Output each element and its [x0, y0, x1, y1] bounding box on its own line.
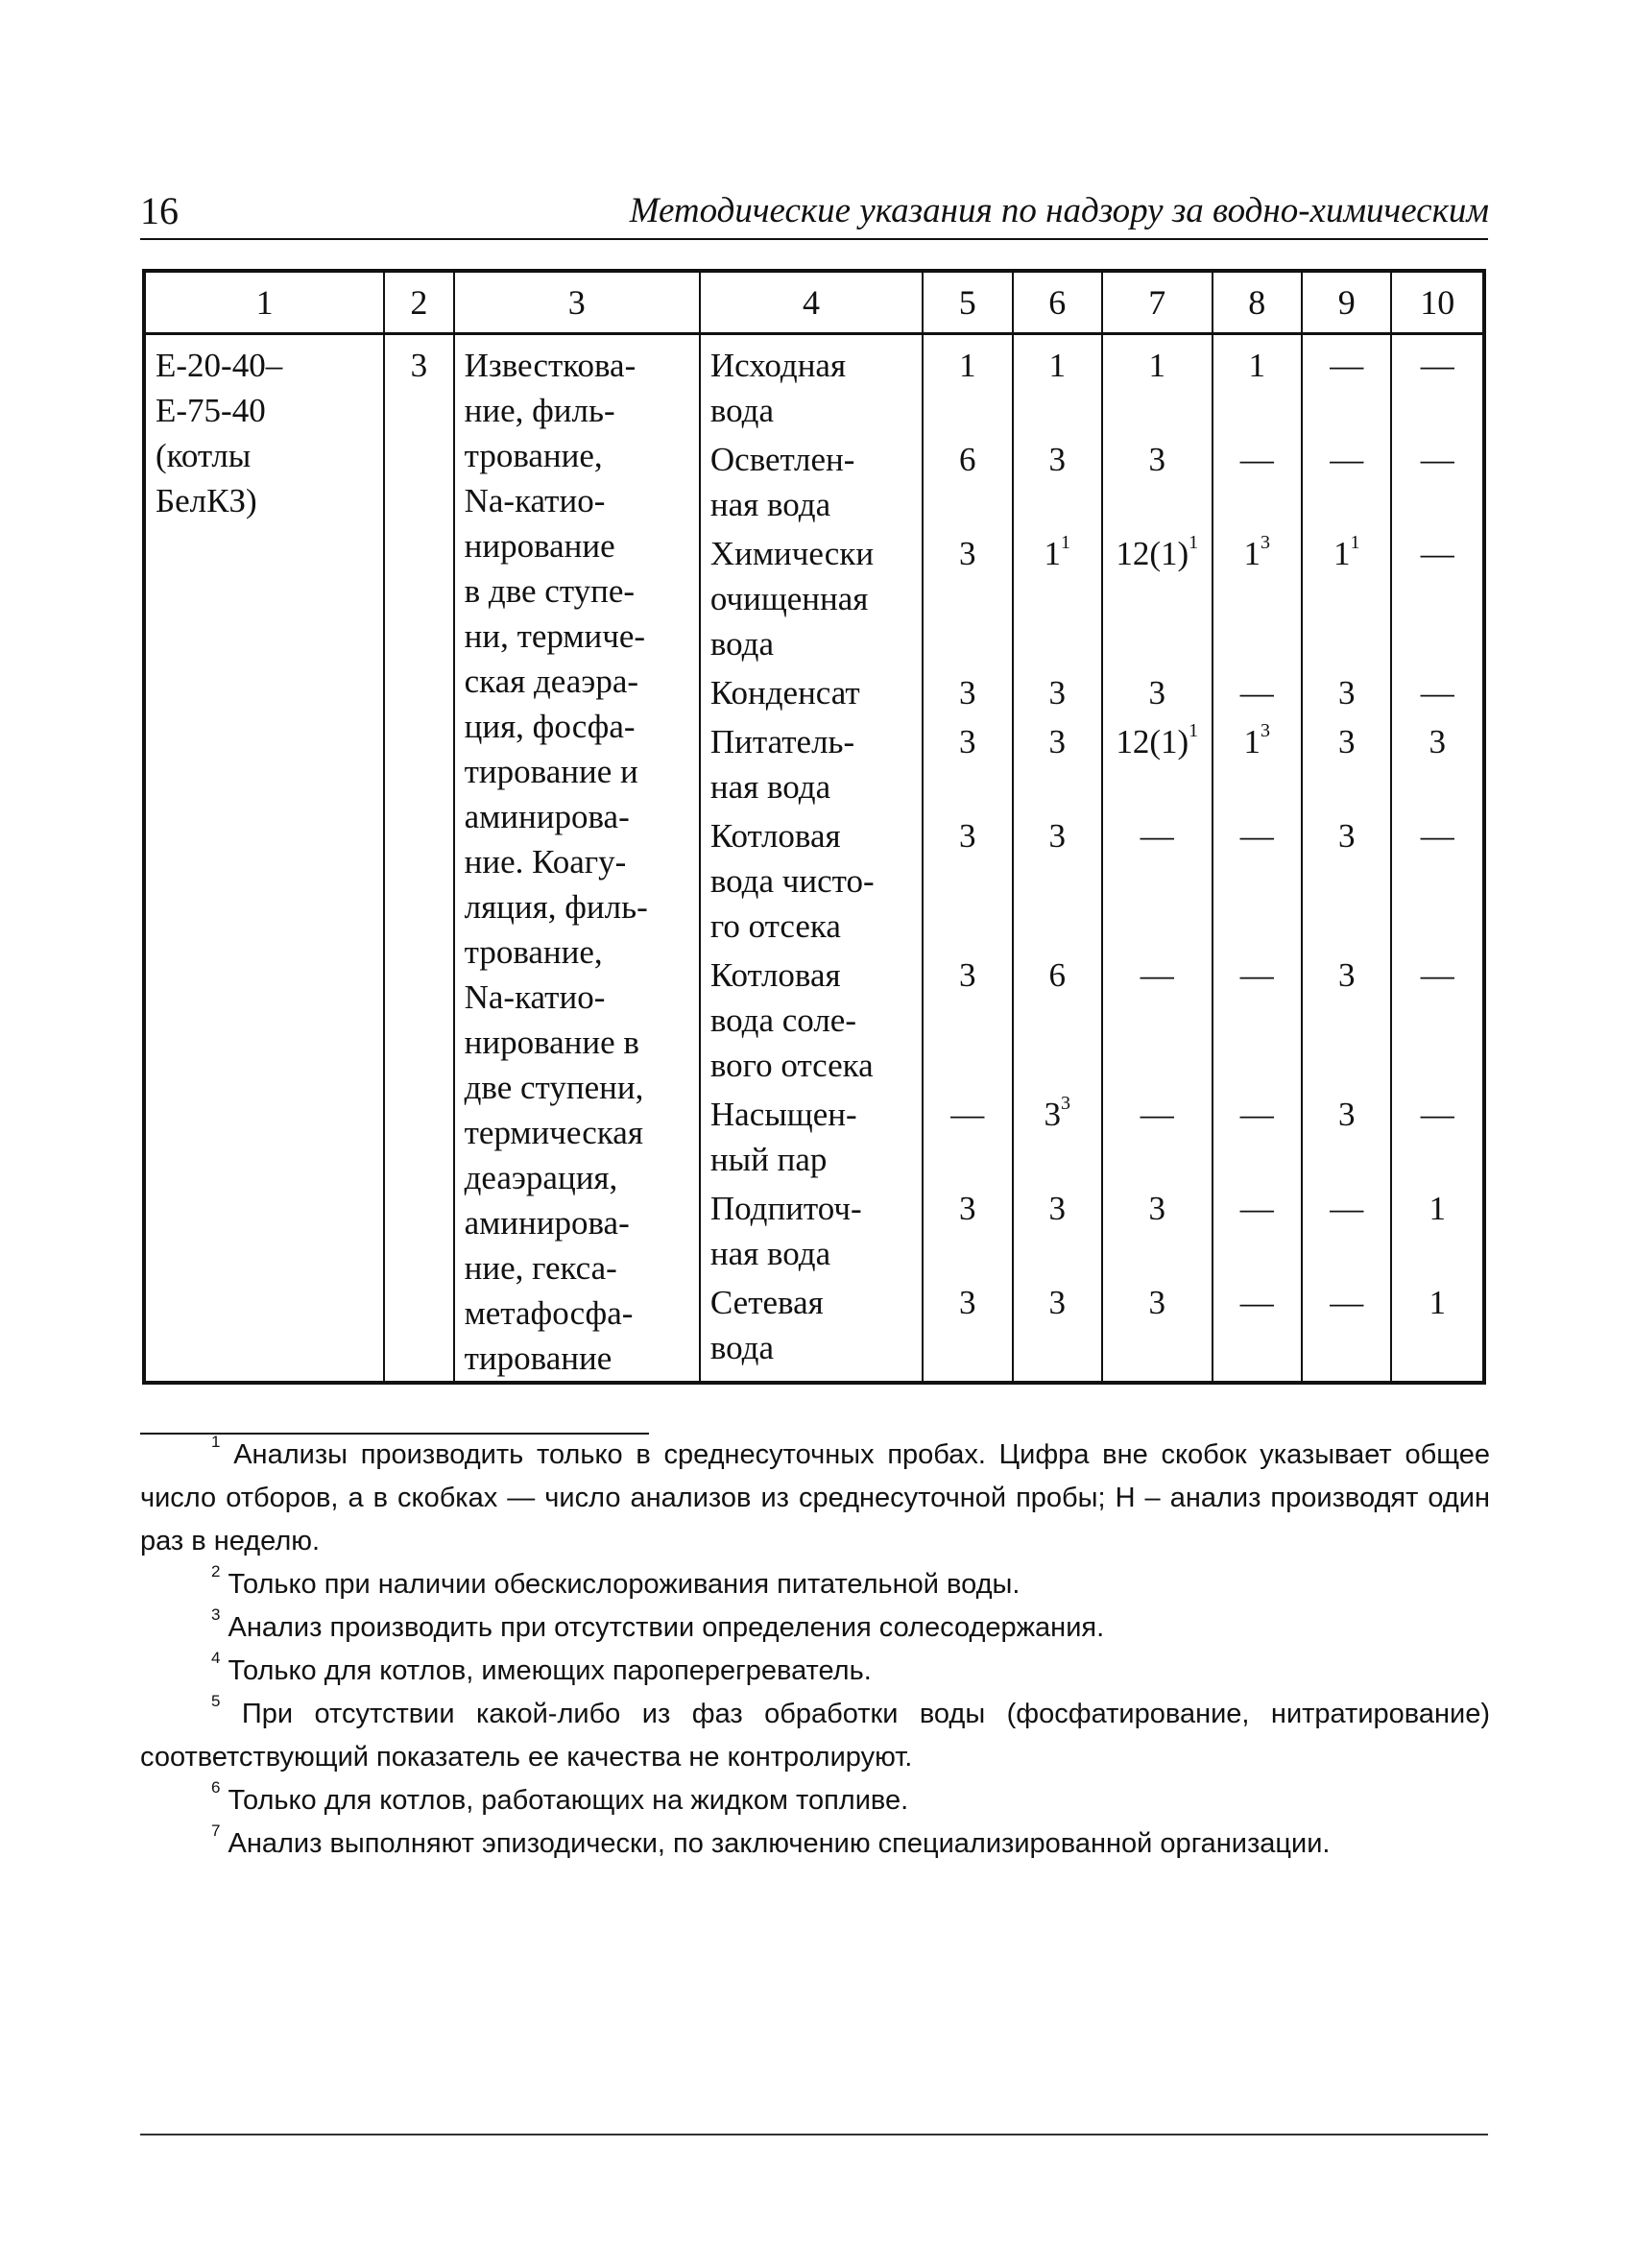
- value-entry: [1103, 1186, 1212, 1276]
- treatment-line: деаэрация,: [464, 1159, 618, 1196]
- value-entry: [1103, 953, 1212, 1088]
- value-entry: [1303, 1280, 1390, 1370]
- footnote-text: Только при наличии обескислороживания питательной воды.: [220, 1569, 1021, 1600]
- value-text: 3: [959, 956, 976, 994]
- medium-line: ная вода: [709, 1235, 831, 1272]
- value-text: 3: [1337, 956, 1356, 994]
- value-text: —: [1420, 535, 1454, 572]
- treatment-line: нирование: [464, 527, 615, 565]
- value-footnote-mark: 1: [1060, 532, 1070, 554]
- column-header-7: 7: [1102, 271, 1213, 334]
- value-text: 3: [1429, 723, 1446, 760]
- column-header-5: 5: [923, 271, 1012, 334]
- value-text: 3: [1337, 817, 1356, 855]
- footnote: [140, 1693, 1490, 1779]
- value-text: —: [1239, 1096, 1274, 1133]
- footnote-text: При отсутствии какой-либо из фаз обработки воды (фосфатирование, нитратирование) соответствующий показатель ее качества не контролируют.: [140, 1699, 1490, 1773]
- footnote-text: Анализ выполняют эпизодически, по заключению специализированной организации.: [220, 1828, 1331, 1859]
- value-entry: [1014, 719, 1101, 809]
- value-entry: [1213, 953, 1301, 1088]
- value-entry: [1213, 437, 1301, 527]
- treatment-line: ние, филь-: [464, 392, 615, 429]
- value-text: —: [1140, 817, 1174, 855]
- medium-line: Насыщен-: [709, 1096, 857, 1133]
- value-text: —: [1330, 1190, 1364, 1227]
- value-text: 3: [1337, 1096, 1356, 1133]
- page-number: 16: [140, 189, 179, 232]
- value-entry: [1303, 1186, 1390, 1276]
- footnote-text: Анализы производить только в среднесуточных пробах. Цифра вне скобок указывает общее число отборов, а в скобках — число анализов из среднесуточной пробы; Н – анализ производят один раз в неделю.: [140, 1439, 1490, 1556]
- medium-line: вода: [709, 625, 775, 663]
- value-entry: [1392, 437, 1482, 527]
- value-entry: [1213, 670, 1301, 715]
- footnote-text: Только для котлов, работающих на жидком топливе.: [220, 1785, 909, 1816]
- value-entry: [1014, 1092, 1101, 1182]
- treatment-line: ние, гекса-: [464, 1249, 617, 1287]
- value-entry: [1103, 1092, 1212, 1182]
- column-header-8: 8: [1213, 271, 1302, 334]
- footnotes: [140, 1434, 1490, 1866]
- column-6-cell: [1013, 334, 1102, 1384]
- treatment-line: трование,: [464, 933, 603, 971]
- value-entry: [1392, 670, 1482, 715]
- footnote-mark: 1: [211, 1433, 221, 1452]
- value-entry: [924, 437, 1011, 527]
- value-entry: [1213, 1186, 1301, 1276]
- medium-line: ная вода: [709, 768, 831, 806]
- value-text: —: [1330, 441, 1364, 478]
- column-header-9: 9: [1302, 271, 1391, 334]
- treatment-line: в две ступе-: [464, 572, 636, 610]
- value-text: 1: [959, 347, 976, 384]
- value-entry: [1303, 1092, 1390, 1182]
- value-entry: [1103, 813, 1212, 949]
- footnote: [140, 1822, 1490, 1866]
- footnote: [140, 1650, 1490, 1693]
- footnote-mark: 3: [211, 1605, 221, 1625]
- medium-block: [710, 343, 912, 433]
- treatment-line: ляция, филь-: [464, 888, 648, 926]
- value-text: 6: [1048, 956, 1066, 994]
- value-entry: [924, 343, 1011, 433]
- value-footnote-mark: 1: [1189, 720, 1199, 742]
- footnote-mark: 6: [211, 1778, 221, 1798]
- treatment-line: две ступени,: [464, 1069, 644, 1106]
- value-text: 12(1): [1116, 723, 1189, 760]
- value-text: —: [1239, 441, 1274, 478]
- value-text: 12(1): [1116, 535, 1189, 572]
- value-entry: [1213, 1280, 1301, 1370]
- value-text: 3: [959, 723, 976, 760]
- value-text: —: [1330, 1284, 1364, 1321]
- medium-line: вого отсека: [709, 1047, 874, 1084]
- footnote-mark: 5: [211, 1692, 221, 1711]
- treatment-line: Na-катио-: [464, 978, 606, 1016]
- value-text: —: [1239, 817, 1274, 855]
- value-text: 3: [1048, 1190, 1066, 1227]
- value-text: —: [1140, 1096, 1174, 1133]
- footnote-mark: 7: [211, 1822, 221, 1841]
- medium-line: вода: [709, 1329, 775, 1366]
- treatment-line: термическая: [464, 1114, 643, 1151]
- value-text: —: [1420, 347, 1454, 384]
- medium-line: Сетевая: [709, 1284, 824, 1321]
- value-footnote-mark: 1: [1350, 532, 1360, 554]
- value-text: 1: [1048, 347, 1066, 384]
- boiler-type-line: Е-75-40: [156, 392, 266, 429]
- value-text: 3: [1337, 723, 1356, 760]
- medium-block: [710, 1280, 912, 1370]
- medium-block: [710, 531, 912, 666]
- column-2-cell: 3: [384, 334, 453, 1384]
- column-8-cell: [1213, 334, 1302, 1384]
- value-footnote-mark: 1: [1189, 532, 1199, 554]
- value-text: 3: [959, 674, 976, 712]
- value-entry: [1303, 953, 1390, 1088]
- running-title: Методические указания по надзору за водно-химическим: [629, 191, 1489, 230]
- column-header-1: 1: [144, 271, 384, 334]
- column-10-cell: [1391, 334, 1484, 1384]
- value-text: 3: [1148, 674, 1165, 712]
- bottom-rule: [140, 2134, 1488, 2135]
- treatment-line: ция, фосфа-: [464, 708, 636, 745]
- medium-line: Осветлен-: [709, 441, 855, 478]
- boiler-type-line: БелКЗ): [156, 482, 257, 519]
- value-entry: [1014, 437, 1101, 527]
- medium-block: [710, 670, 912, 715]
- medium-line: Подпиточ-: [709, 1190, 862, 1227]
- value-text: 3: [1048, 674, 1066, 712]
- value-entry: [1213, 1092, 1301, 1182]
- footnote-text: Только для котлов, имеющих пароперегреватель.: [220, 1655, 872, 1686]
- value-entry: [1103, 1280, 1212, 1370]
- value-entry: [1392, 1092, 1482, 1182]
- value-text: 3: [1148, 1284, 1165, 1321]
- column-7-cell: [1102, 334, 1213, 1384]
- value-entry: [1014, 953, 1101, 1088]
- value-text: 3: [959, 817, 976, 855]
- value-text: —: [1239, 1190, 1274, 1227]
- medium-line: Котловая: [709, 817, 841, 855]
- column-header-6: 6: [1013, 271, 1102, 334]
- value-text: 3: [959, 1284, 976, 1321]
- value-text: —: [1420, 1096, 1454, 1133]
- medium-block: [710, 953, 912, 1088]
- medium-block: [710, 437, 912, 527]
- medium-line: вода соле-: [709, 1001, 856, 1039]
- value-footnote-mark: 3: [1260, 720, 1270, 742]
- medium-line: вода: [709, 392, 775, 429]
- footnote-mark: 2: [211, 1562, 221, 1581]
- value-entry: [1014, 343, 1101, 433]
- medium-block: [710, 1092, 912, 1182]
- value-text: 6: [959, 441, 976, 478]
- value-entry: [1213, 531, 1301, 666]
- treatment-line: трование,: [464, 437, 603, 474]
- treatment-line: Na-катио-: [464, 482, 606, 519]
- treatment-line: ская деаэра-: [464, 663, 639, 700]
- value-entry: [1014, 1280, 1101, 1370]
- value-entry: [924, 670, 1011, 715]
- footnote-text: Анализ производить при отсутствии определения солесодержания.: [220, 1612, 1105, 1643]
- footnote: [140, 1606, 1490, 1650]
- value-entry: [1303, 531, 1390, 666]
- value-entry: [1014, 670, 1101, 715]
- table-header-row: [144, 271, 1484, 334]
- medium-line: ная вода: [709, 486, 831, 523]
- value-entry: [1392, 813, 1482, 949]
- value-entry: [1303, 437, 1390, 527]
- value-text: 3: [1048, 1284, 1066, 1321]
- value-entry: [1392, 953, 1482, 1088]
- footnote: [140, 1434, 1490, 1563]
- value-text: —: [1420, 674, 1454, 712]
- value-entry: [1392, 719, 1482, 809]
- value-entry: [1303, 670, 1390, 715]
- treatment-line: аминирова-: [464, 1204, 630, 1242]
- value-text: —: [950, 1096, 985, 1133]
- value-entry: [924, 1280, 1011, 1370]
- value-text: 3: [1048, 723, 1066, 760]
- value-text: 3: [1337, 674, 1356, 712]
- treatment-line: метафосфа-: [464, 1294, 634, 1332]
- value-text: 1: [1429, 1190, 1446, 1227]
- value-text: 3: [959, 1190, 976, 1227]
- value-entry: [1303, 719, 1390, 809]
- value-text: 1: [1243, 535, 1261, 572]
- value-entry: [1103, 437, 1212, 527]
- value-entry: [924, 813, 1011, 949]
- value-entry: [1103, 670, 1212, 715]
- value-text: 3: [1148, 1190, 1165, 1227]
- value-entry: [924, 1092, 1011, 1182]
- treatment-line: Известкова-: [464, 347, 636, 384]
- boiler-type-line: Е-20-40–: [156, 347, 283, 384]
- value-entry: [1303, 343, 1390, 433]
- value-text: 3: [1048, 817, 1066, 855]
- header-rule: [140, 238, 1488, 240]
- treatment-line: ни, термиче-: [464, 617, 646, 655]
- treatment-line: ние. Коагу-: [464, 843, 627, 881]
- value-footnote-mark: 3: [1260, 532, 1270, 554]
- column-5-cell: [923, 334, 1012, 1384]
- value-entry: [1213, 719, 1301, 809]
- medium-line: очищенная: [709, 580, 869, 617]
- treatment-line: аминирова-: [464, 798, 630, 835]
- value-text: 1: [1333, 535, 1351, 572]
- value-entry: [924, 1186, 1011, 1276]
- value-entry: [1392, 1280, 1482, 1370]
- medium-line: Питатель-: [709, 723, 855, 760]
- value-entry: [1103, 719, 1212, 809]
- value-entry: [1213, 343, 1301, 433]
- value-text: 1: [1148, 347, 1165, 384]
- footnote: [140, 1563, 1490, 1606]
- value-entry: [924, 719, 1011, 809]
- medium-line: Исходная: [709, 347, 847, 384]
- value-entry: [1014, 813, 1101, 949]
- value-text: —: [1420, 817, 1454, 855]
- table-body-row: [144, 334, 1484, 1384]
- monitoring-table: [142, 269, 1486, 1385]
- treatment-line: тирование: [464, 1339, 612, 1377]
- medium-line: ный пар: [709, 1141, 828, 1178]
- value-text: 1: [1429, 1284, 1446, 1321]
- value-entry: [1014, 531, 1101, 666]
- boiler-type-cell: [144, 334, 384, 1384]
- value-text: 1: [1044, 535, 1061, 572]
- value-text: 3: [959, 535, 976, 572]
- value-text: —: [1239, 674, 1274, 712]
- value-entry: [1392, 1186, 1482, 1276]
- treatment-line: нирование в: [464, 1024, 639, 1061]
- column-header-4: 4: [700, 271, 923, 334]
- value-text: 3: [1048, 441, 1066, 478]
- medium-line: Химически: [709, 535, 875, 572]
- medium-block: [710, 1186, 912, 1276]
- column-header-10: 10: [1391, 271, 1484, 334]
- value-entry: [1213, 813, 1301, 949]
- value-text: —: [1239, 1284, 1274, 1321]
- medium-line: вода чисто-: [709, 862, 875, 900]
- value-entry: [1103, 343, 1212, 433]
- medium-line: Котловая: [709, 956, 841, 994]
- value-text: 1: [1248, 347, 1265, 384]
- value-text: —: [1239, 956, 1274, 994]
- medium-line: го отсека: [709, 907, 841, 945]
- value-entry: [1392, 343, 1482, 433]
- value-text: 3: [1148, 441, 1165, 478]
- medium-block: [710, 813, 912, 949]
- treatment-method-cell: [454, 334, 700, 1384]
- column-9-cell: [1302, 334, 1391, 1384]
- boiler-type-line: (котлы: [156, 437, 252, 474]
- value-footnote-mark: 3: [1060, 1093, 1070, 1115]
- value-text: 1: [1243, 723, 1261, 760]
- footnote-mark: 4: [211, 1649, 221, 1668]
- value-entry: [924, 953, 1011, 1088]
- medium-block: [710, 719, 912, 809]
- value-entry: [1303, 813, 1390, 949]
- medium-line: Конденсат: [709, 674, 860, 712]
- value-entry: [1014, 1186, 1101, 1276]
- value-text: —: [1420, 956, 1454, 994]
- column-header-3: 3: [454, 271, 700, 334]
- value-entry: [1392, 531, 1482, 666]
- value-entry: [1103, 531, 1212, 666]
- value-text: —: [1330, 347, 1364, 384]
- value-text: 3: [1044, 1096, 1061, 1133]
- treatment-line: тирование и: [464, 753, 638, 790]
- value-entry: [924, 531, 1011, 666]
- medium-cell: [700, 334, 923, 1384]
- value-text: —: [1140, 956, 1174, 994]
- value-text: —: [1420, 441, 1454, 478]
- footnote: [140, 1779, 1490, 1822]
- column-header-2: 2: [384, 271, 453, 334]
